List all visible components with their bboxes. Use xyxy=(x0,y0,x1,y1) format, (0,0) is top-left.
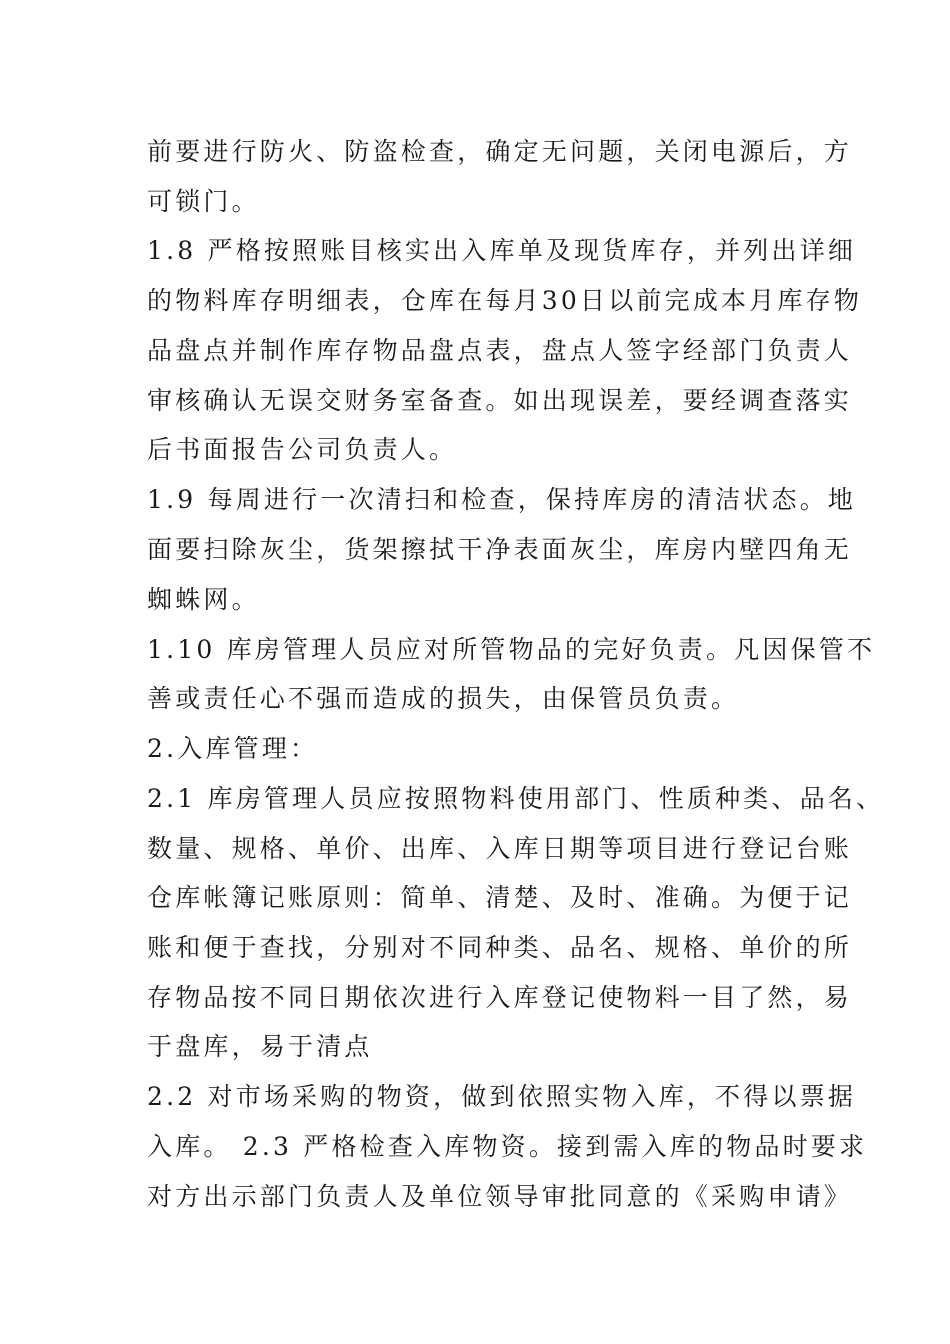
text-line: 2.2 对市场采购的物资，做到依照实物入库，不得以票据 xyxy=(147,1082,857,1111)
text-line: 1.10 库房管理人员应对所管物品的完好负责。凡因保管不 xyxy=(147,635,876,664)
text-line: 善或责任心不强而造成的损失，由保管员负责。 xyxy=(147,684,740,713)
text-line: 仓库帐簿记账原则：简单、清楚、及时、准确。为便于记 xyxy=(147,883,853,912)
text-line: 后书面报告公司负责人。 xyxy=(147,435,458,464)
text-line: 入库。 2.3 严格检查入库物资。接到需入库的物品时要求 xyxy=(147,1132,868,1161)
text-line: 2.入库管理： xyxy=(147,734,319,763)
text-line: 存物品按不同日期依次进行入库登记使物料一目了然，易 xyxy=(147,983,853,1012)
text-line: 可锁门。 xyxy=(147,187,260,216)
text-line: 品盘点并制作库存物品盘点表，盘点人签字经部门负责人 xyxy=(147,336,853,365)
text-line: 于盘库，易于清点 xyxy=(147,1032,373,1061)
text-line: 账和便于查找，分别对不同种类、品名、规格、单价的所 xyxy=(147,933,853,962)
text-line: 蜘蛛网。 xyxy=(147,585,260,614)
text-line: 前要进行防火、防盗检查，确定无问题，关闭电源后，方 xyxy=(147,137,853,166)
text-line: 面要扫除灰尘，货架擦拭干净表面灰尘，库房内壁四角无 xyxy=(147,535,853,564)
text-line: 对方出示部门负责人及单位领导审批同意的《采购申请》 xyxy=(147,1182,853,1211)
text-line: 2.1 库房管理人员应按照物料使用部门、性质种类、品名、 xyxy=(147,784,885,813)
text-line: 数量、规格、单价、出库、入库日期等项目进行登记台账 xyxy=(147,834,853,863)
text-line: 1.8 严格按照账目核实出入库单及现货库存，并列出详细 xyxy=(147,236,857,265)
text-line: 1.9 每周进行一次清扫和检查，保持库房的清洁状态。地 xyxy=(147,485,857,514)
text-line: 审核确认无误交财务室备查。如出现误差，要经调查落实 xyxy=(147,386,853,415)
text-line: 的物料库存明细表，仓库在每月30日以前完成本月库存物 xyxy=(147,286,863,315)
